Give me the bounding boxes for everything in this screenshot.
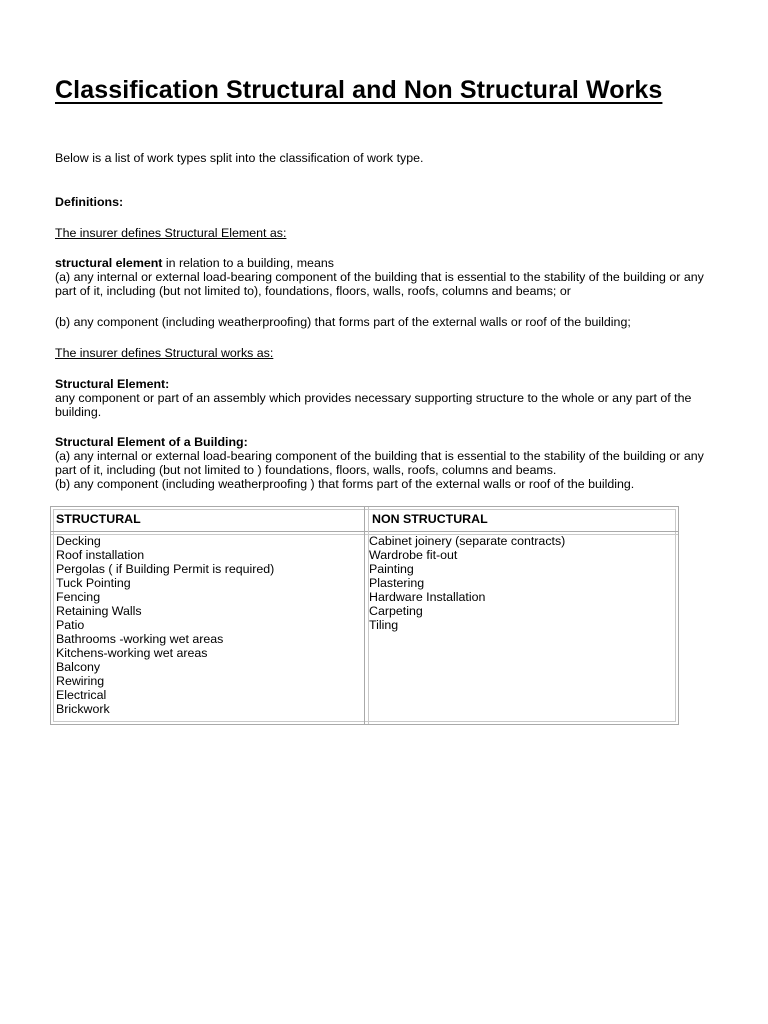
structural-element-term: structural element xyxy=(55,256,163,270)
non-structural-item: Wardrobe fit-out xyxy=(369,548,458,562)
structural-item: Pergolas ( if Building Permit is required) xyxy=(56,562,275,576)
non-structural-item: Painting xyxy=(369,562,414,576)
structural-item: Balcony xyxy=(56,660,101,674)
non-structural-item: Carpeting xyxy=(369,604,423,618)
structural-item: Bathrooms -working wet areas xyxy=(56,632,224,646)
non-structural-item: Hardware Installation xyxy=(369,590,486,604)
structural-item: Kitchens-working wet areas xyxy=(56,646,208,660)
structural-element-building-clause-b: (b) any component (including weatherproofing ) that forms part of the external walls or roof of the building. xyxy=(55,477,635,491)
structural-item: Tuck Pointing xyxy=(56,576,131,590)
non-structural-item: Plastering xyxy=(369,576,425,590)
definitions-heading: Definitions: xyxy=(55,195,124,209)
structural-item: Retaining Walls xyxy=(56,604,142,618)
non-structural-items-list xyxy=(369,534,565,632)
non-structural-column xyxy=(365,507,680,724)
structural-element-heading: Structural Element: xyxy=(55,377,170,391)
structural-items-list xyxy=(56,534,274,716)
intro-text: Below is a list of work types split into the classification of work type. xyxy=(55,151,424,165)
structural-item: Decking xyxy=(56,534,101,548)
structural-element-paragraph xyxy=(55,256,715,270)
structural-element-clause-a: (a) any internal or external load-bearing component of the building that is essential to the stability of the building or any part of it, including (but not limited to), foundations, floors, walls, roofs, columns and beams; or xyxy=(55,270,704,298)
structural-element-building-clause-a: (a) any internal or external load-bearing component of the building that is essential to the stability of the building or any part of it, including (but not limited to ) foundations, floors, walls, roofs, columns and beams. xyxy=(55,449,704,477)
structural-item: Electrical xyxy=(56,688,107,702)
classification-table xyxy=(50,506,679,725)
non-structural-column-header: NON STRUCTURAL xyxy=(372,512,488,526)
structural-column xyxy=(51,507,365,724)
page-title: Classification Structural and Non Structural Works xyxy=(55,76,663,104)
non-structural-item: Tiling xyxy=(369,618,399,632)
structural-item: Fencing xyxy=(56,590,101,604)
structural-item: Rewiring xyxy=(56,674,105,688)
structural-element-definition: any component or part of an assembly which provides necessary supporting structure to the whole or any part of the building. xyxy=(55,391,692,419)
structural-element-clause-b: (b) any component (including weatherproofing) that forms part of the external walls or roof of the building; xyxy=(55,315,631,329)
structural-works-intro: The insurer defines Structural works as: xyxy=(55,346,274,360)
structural-element-term-rest: in relation to a building, means xyxy=(162,256,334,270)
structural-item: Roof installation xyxy=(56,548,145,562)
structural-column-header: STRUCTURAL xyxy=(56,512,141,526)
structural-item: Patio xyxy=(56,618,85,632)
non-structural-item: Cabinet joinery (separate contracts) xyxy=(369,534,566,548)
structural-element-intro: The insurer defines Structural Element as: xyxy=(55,226,287,240)
structural-element-building-heading: Structural Element of a Building: xyxy=(55,435,248,449)
structural-item: Brickwork xyxy=(56,702,110,716)
